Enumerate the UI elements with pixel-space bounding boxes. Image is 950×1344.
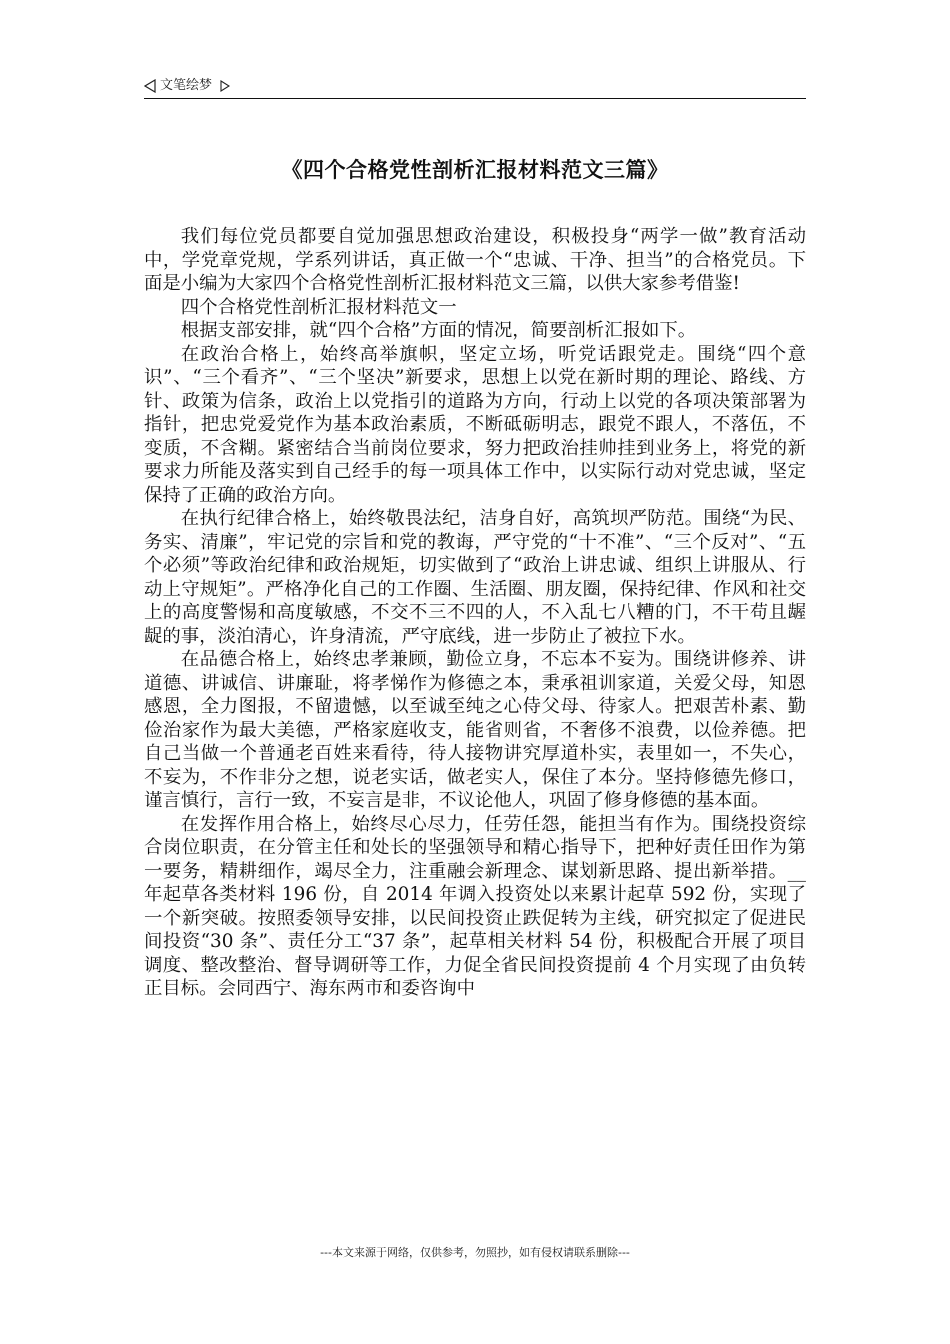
paragraph-intro: 我们每位党员都要自觉加强思想政治建设，积极投身“两学一做”教育活动中，学党章党规，学系列讲话，真正做一个“忠诚、干净、担当”的合格党员。下面是小编为大家四个合格党性剖析汇报材料范文三篇，以供大家参考借鉴! [144, 226, 806, 294]
paragraph-opening: 根据支部安排，就“四个合格”方面的情况，简要剖析汇报如下。 [180, 320, 697, 341]
paragraph-role: 在发挥作用合格上，始终尽心尽力，任劳任怨，能担当有作为。围绕投资综合岗位职责，在分管主任和处长的坚强领导和精心指导下，把种好责任田作为第一要务，精耕细作，竭尽全力，注重融会新理念、谋划新思路、提出新举措。__年起草各类材料 196 份，自 2014 年调入投资处以来累计起草 592 份，实现了一个新突破。按照委领导安排，以民间投资止跌促转为主线，研究拟定了促进民间投资“30 条”、责任分工“37 条”，起草相关材料 54 份，积极配合开展了项目调度、整改整治、督导调研等工作，力促全省民间投资提前 4 个月实现了由负转正目标。会同西宁、海东两市和委咨询中 [144, 813, 806, 999]
page-footer: ---本文来源于网络，仅供参考，勿照抄，如有侵权请联系删除--- [320, 1246, 630, 1259]
paragraph-political: 在政治合格上，始终高举旗帜，坚定立场，听党话跟党走。围绕“四个意识”、“三个看齐”、“三个坚决”新要求，思想上以党在新时期的理论、路线、方针、政策为信条，政治上以党指引的道路为方向，行动上以党的各项决策部署为指针，把忠党爱党作为基本政治素质，不断砥砺明志，跟党不跟人，不落伍，不变质，不含糊。紧密结合当前岗位要求，努力把政治挂帅挂到业务上，将党的新要求力所能及落实到自己经手的每一项具体工作中，以实际行动对党忠诚，坚定保持了正确的政治方向。 [144, 343, 806, 506]
triangle-left-icon [144, 79, 156, 93]
page-header [144, 74, 806, 98]
header-divider [144, 98, 806, 99]
paragraph-subheading: 四个合格党性剖析汇报材料范文一 [180, 296, 457, 318]
header-brand: 文笔绘梦 [160, 78, 213, 93]
document-title: 《四个合格党性剖析汇报材料范文三篇》 [281, 158, 669, 182]
triangle-right-icon [220, 80, 230, 92]
paragraph-discipline: 在执行纪律合格上，始终敬畏法纪，洁身自好，高筑坝严防范。围绕“为民、务实、清廉”，牢记党的宗旨和党的教诲，严守党的“十不准”、“三个反对”、“五个必须”等政治纪律和政治规矩，切实做到了“政治上讲忠诚、组织上讲服从、行动上守规矩”。严格净化自己的工作圈、生活圈、朋友圈，保持纪律、作风和社交上的高度警惕和高度敏感，不交不三不四的人，不入乱七八糟的门，不干苟且龌龊的事，淡泊清心，许身清流，严守底线，进一步防止了被拉下水。 [144, 508, 806, 647]
paragraph-morality: 在品德合格上，始终忠孝兼顾，勤俭立身，不忘本不妄为。围绕讲修养、讲道德、讲诚信、讲廉耻，将孝悌作为修德之本，秉承祖训家道，关爱父母，知恩感恩，全力图报，不留遗憾，以至诚至纯之心侍父母、待家人。把艰苦朴素、勤俭治家作为最大美德，严格家庭收支，能省则省，不奢侈不浪费，以俭养德。把自己当做一个普通老百姓来看待，待人接物讲究厚道朴实，表里如一，不失心，不妄为，不作非分之想，说老实话，做老实人，保住了本分。坚持修德先修口，谨言慎行，言行一致，不妄言是非，不议论他人，巩固了修身修德的基本面。 [144, 649, 806, 811]
document-body [144, 225, 806, 1001]
